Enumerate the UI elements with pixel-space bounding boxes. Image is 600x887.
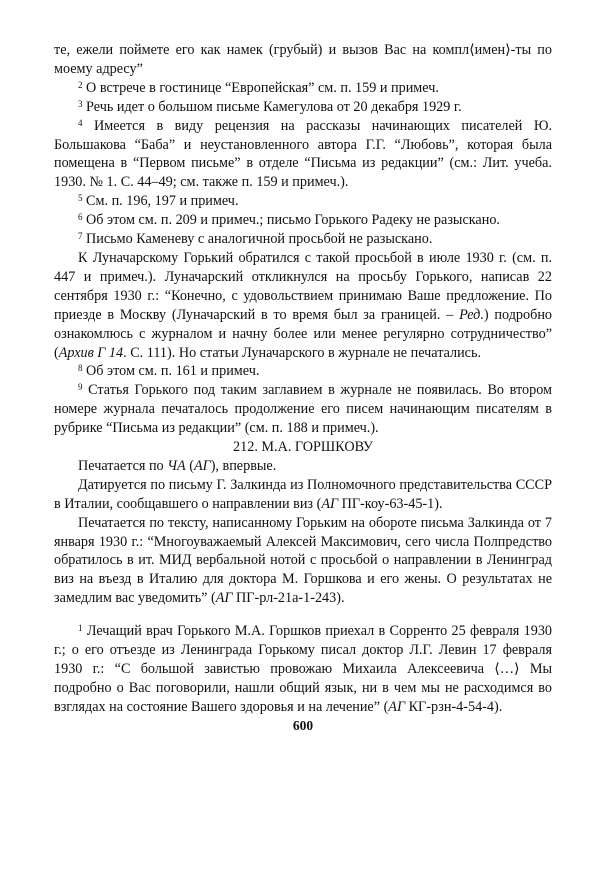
footnote-7: $^7$ Письмо Каменеву с аналогичной просьбой не разыскано.: [78, 231, 433, 248]
footnote-9: $^9$ Статья Горького под таким заглавием в журнале не появилась. Во втором номере журнала печаталось продолжение его писем начинающим писателям в рубрике “Письма из редакции” (см. п. 188 и примеч.).: [54, 382, 553, 437]
spacer: [54, 608, 552, 622]
footnote-2: $^2$ О встрече в гостинице “Европейская” см. п. 159 и примеч.: [78, 79, 439, 96]
section-footnote-1: $^1$ Лечащий врач Горького М.А. Горшков приехал в Сорренто 25 февраля 1930 г.; о его отъезде из Ленинграда Горькому писал доктор Л.Г. Левин 17 февраля 1930 г.: “С большой завистью провожаю Михаила Алексеевича ⟨…⟩ Мы подробно о Вас поговорили, нашли общий язык, ни в чем мы не расходимся во взглядах на состояние Вашего здоровья и на лечение” (АГ КГ-рзн-4-54-4).: [54, 623, 553, 715]
dating-paragraph: Датируется по письму Г. Залкинда из Полномочного представительства СССР в Италии, сообщавшего о направлении виз (АГ ПГ-коу-63-45-1).: [54, 476, 552, 512]
footnote-8: $^8$ Об этом см. п. 161 и примеч.: [78, 363, 260, 380]
text-source-paragraph: Печатается по тексту, написанному Горьким на обороте письма Залкинда от 7 января 1930 г.: “Многоуважаемый Алексей Максимович, сего числа Полпредство обратилось в ит. МИД вербальной нотой с просьбой о направлении в Ленинград виз на въезд в Италию для доктора М. Горшкова и его жены. О результатах не замедлим вас уведомить” (АГ ПГ-рл-21а-1-243).: [54, 514, 552, 607]
section-heading: 212. М.А. ГОРШКОВУ: [233, 439, 373, 456]
footnote-6: $^6$ Об этом см. п. 209 и примеч.; письмо Горького Радеку не разыскано.: [78, 212, 500, 229]
page-number: 600: [292, 717, 314, 733]
footnote-5: $^5$ См. п. 196, 197 и примеч.: [78, 193, 239, 210]
continued-text: те, ежели поймете его как намек (грубый) и вызов Вас на компл⟨имен⟩-ты по моему адресу”: [54, 42, 552, 77]
source-paragraph: Печатается по ЧА (АГ), впервые.: [78, 457, 277, 474]
footnote-4: $^4$ Имеется в виду рецензия на рассказы начинающих писателей Ю. Большакова “Баба” и неустановленного автора Г.Г. “Любовь”, которая была помещена в “Первом письме” в отделе “Письма из редакции” (см.: Лит. учеба. 1930. № 1. С. 44–49; см. также п. 159 и примеч.).: [54, 117, 553, 191]
page: [54, 41, 552, 736]
footnote-3: $^3$ Речь идет о большом письме Камегулова от 20 декабря 1929 г.: [78, 98, 462, 115]
lunacharsky-paragraph: К Луначарскому Горький обратился с такой просьбой в июле 1930 г. (см. п. 447 и примеч.). Луначарский откликнулся на просьбу Горького, написав 22 сентября 1930 г.: “Конечно, с удовольствием принимаю Ваше предложение. По приезде в Москву (Луначарский в то время был за границей. – Ред.) подробно ознакомлюсь с журналом и начну более или менее регулярно сотрудничество” (Архив Г 14. С. 111). Но статьи Луначарского в журнале не печатались.: [54, 249, 552, 361]
